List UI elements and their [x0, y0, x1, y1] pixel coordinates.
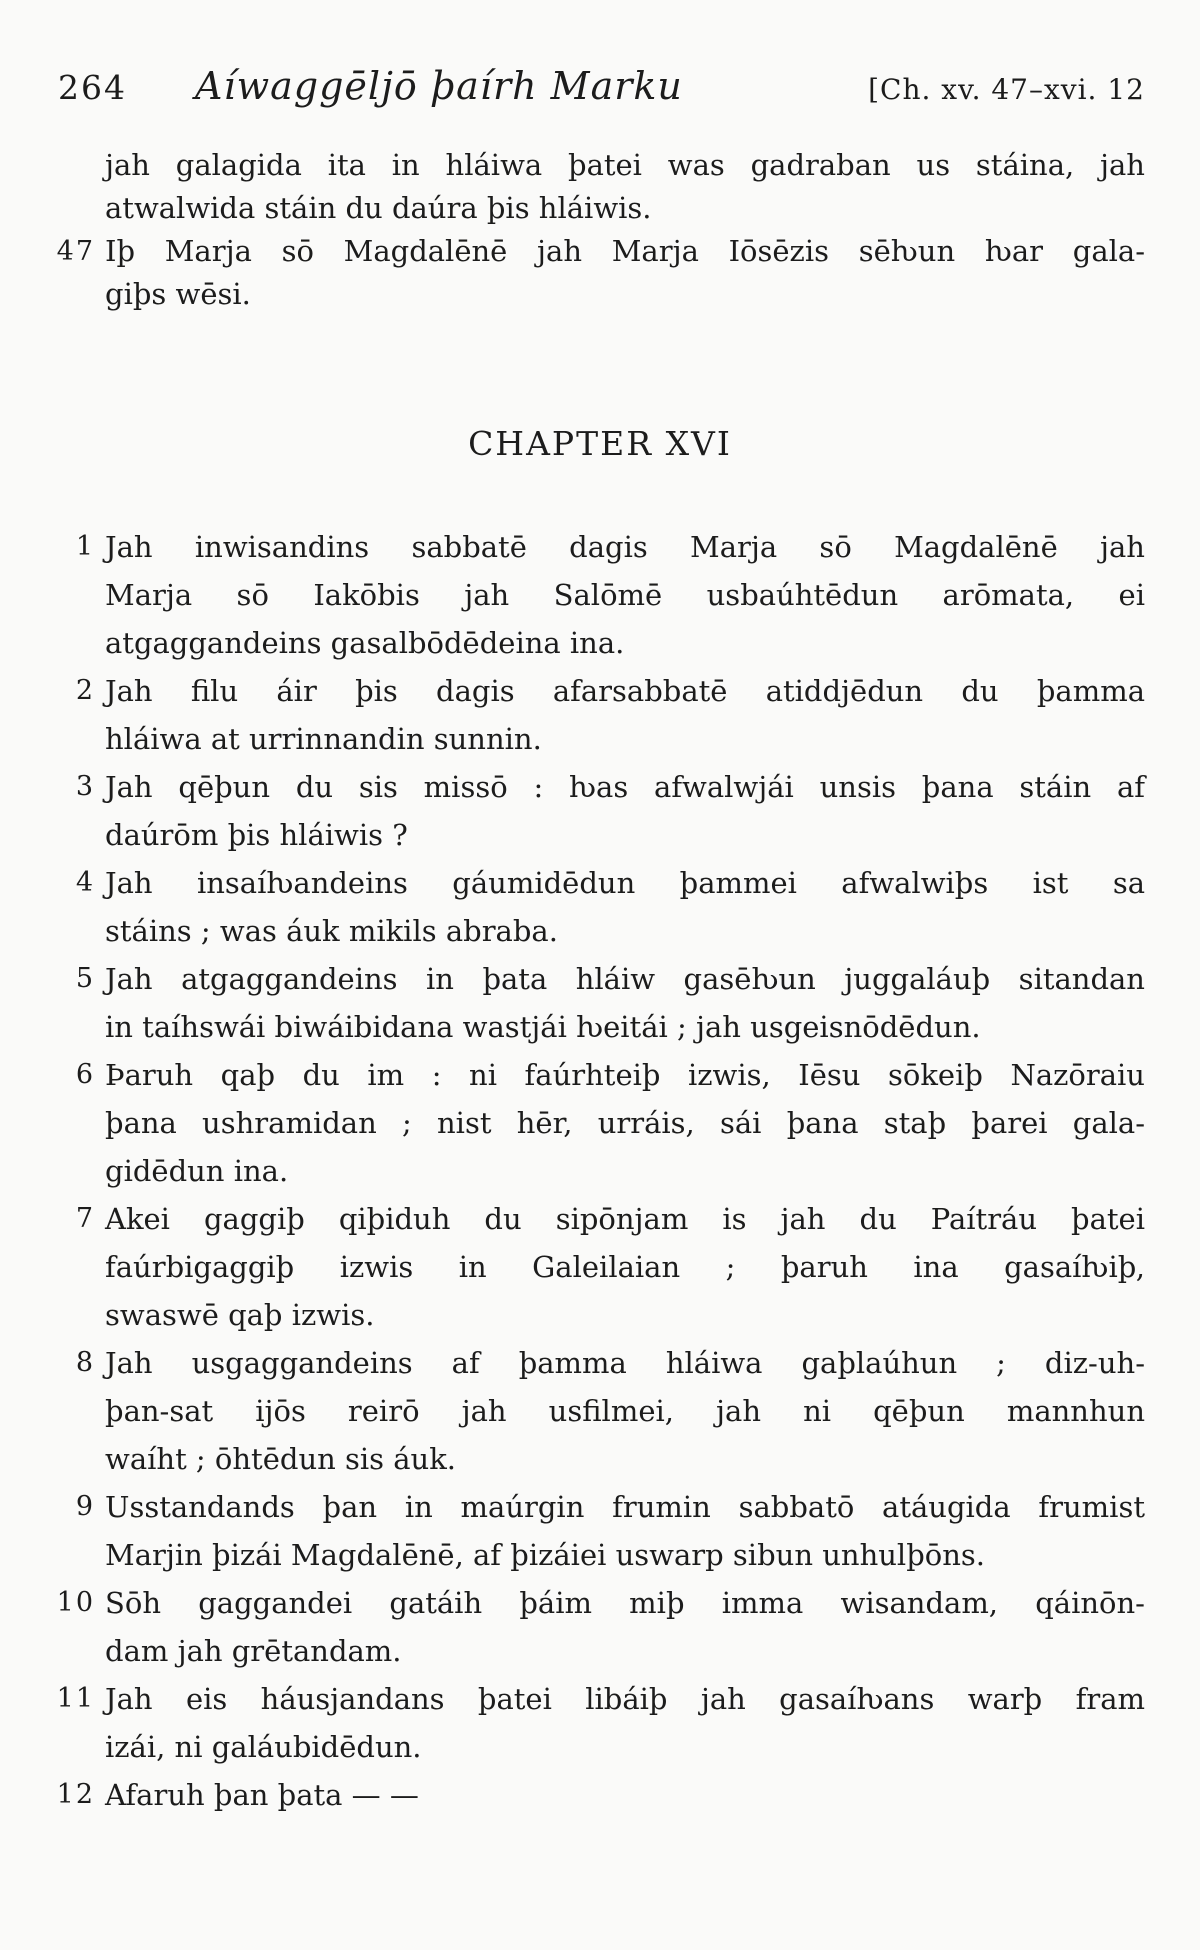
- text-line: Sōh gaggandei gatáih þáim miþ imma wisandam, qáinōn-: [105, 1586, 1145, 1620]
- verse-2: [75, 667, 1145, 763]
- text-line: Jah insaíƕandeins gáumidēdun þammei afwalwiþs ist sa: [105, 866, 1145, 900]
- verse-number: 12: [56, 1779, 95, 1810]
- verse-8: [75, 1339, 1145, 1483]
- verse-46-continuation-and-47: [56, 144, 1145, 316]
- text-line: þana ushramidan ; nist hēr, urráis, sái þana staþ þarei gala-: [105, 1106, 1145, 1140]
- verse-number: 1: [75, 531, 95, 562]
- running-title: Aíwaggēljō þaírh Marku: [195, 64, 683, 108]
- verse-6: [75, 1051, 1145, 1195]
- text-line: Jah usgaggandeins af þamma hláiwa gaþlaúhun ; diz-uh-: [105, 1346, 1145, 1380]
- text-line: swaswē qaþ izwis.: [105, 1298, 375, 1332]
- chapter-reference: [Ch. xv. 47–xvi. 12: [868, 73, 1145, 106]
- text-line: dam jah grētandam.: [105, 1634, 402, 1668]
- page-number: 264: [58, 68, 127, 107]
- verse-number: 11: [56, 1683, 95, 1714]
- text-line: giþs wēsi.: [105, 277, 251, 311]
- text-line: faúrbigaggiþ izwis in Galeilaian ; þaruh ina gasaíƕiþ,: [105, 1250, 1145, 1284]
- verse-4: [75, 859, 1145, 955]
- text-line: hláiwa at urrinnandin sunnin.: [105, 722, 542, 756]
- text-line: Akei gaggiþ qiþiduh du sipōnjam is jah du Paítráu þatei: [105, 1202, 1145, 1236]
- text-line: Jah qēþun du sis missō : ƕas afwalwjái unsis þana stáin af: [105, 770, 1145, 804]
- verse-11: [56, 1675, 1145, 1771]
- text-line: atwalwida stáin du daúra þis hláiwis.: [105, 191, 652, 225]
- text-line: Jah inwisandins sabbatē dagis Marja sō Magdalēnē jah: [105, 530, 1145, 564]
- verse-number: 8: [75, 1347, 95, 1378]
- verse-5: [75, 955, 1145, 1051]
- verse-number: 47: [56, 236, 95, 267]
- text-line: jah galagida ita in hláiwa þatei was gadraban us stáina, jah: [105, 148, 1145, 182]
- text-line: Marjin þizái Magdalēnē, af þizáiei uswarp sibun unhulþōns.: [105, 1538, 985, 1572]
- chapter-16-verses: [56, 523, 1145, 1819]
- verse-number: 6: [75, 1059, 95, 1090]
- verse-10: [56, 1579, 1145, 1675]
- verse-1: [75, 523, 1145, 667]
- text-line: stáins ; was áuk mikils abraba.: [105, 914, 558, 948]
- text-line: Afaruh þan þata — —: [105, 1778, 419, 1812]
- verse-number: 10: [56, 1587, 95, 1618]
- text-line: Marja sō Iakōbis jah Salōmē usbaúhtēdun arōmata, ei: [105, 578, 1145, 612]
- verse-number: 7: [75, 1203, 95, 1234]
- verse-number: 3: [75, 771, 95, 802]
- text-line: izái, ni galáubidēdun.: [105, 1730, 422, 1764]
- text-line: daúrōm þis hláiwis ?: [105, 818, 408, 852]
- verse-9: [75, 1483, 1145, 1579]
- verse-7: [75, 1195, 1145, 1339]
- verse-number: 2: [75, 675, 95, 706]
- text-line: Jah eis háusjandans þatei libáiþ jah gasaíƕans warþ fram: [105, 1682, 1145, 1716]
- text-line: Iþ Marja sō Magdalēnē jah Marja Iōsēzis sēƕun ƕar gala-: [105, 234, 1145, 268]
- verse-number: 9: [75, 1491, 95, 1522]
- verse-47: [56, 230, 1145, 316]
- text-line: gidēdun ina.: [105, 1154, 289, 1188]
- text-line: Þaruh qaþ du im : ni faúrhteiþ izwis, Iēsu sōkeiþ Nazōraiu: [105, 1058, 1145, 1092]
- text-line: in taíhswái biwáibidana wastjái ƕeitái ; jah usgeisnōdēdun.: [105, 1010, 981, 1044]
- verse-number: 4: [75, 867, 95, 898]
- chapter-heading: CHAPTER XVI: [468, 424, 732, 463]
- text-line: atgaggandeins gasalbōdēdeina ina.: [105, 626, 625, 660]
- page-header: [58, 64, 1145, 114]
- text-line: þan-sat ijōs reirō jah usfilmei, jah ni qēþun mannhun: [105, 1394, 1145, 1428]
- verse-number: 5: [75, 963, 95, 994]
- text-line: Jah filu áir þis dagis afarsabbatē atiddjēdun du þamma: [105, 674, 1145, 708]
- text-line: Usstandands þan in maúrgin frumin sabbatō atáugida frumist: [105, 1490, 1145, 1524]
- text-line: waíht ; ōhtēdun sis áuk.: [105, 1442, 457, 1476]
- verse-12: [56, 1771, 1145, 1819]
- verse-3: [75, 763, 1145, 859]
- text-line: Jah atgaggandeins in þata hláiw gasēƕun juggaláuþ sitandan: [105, 962, 1145, 996]
